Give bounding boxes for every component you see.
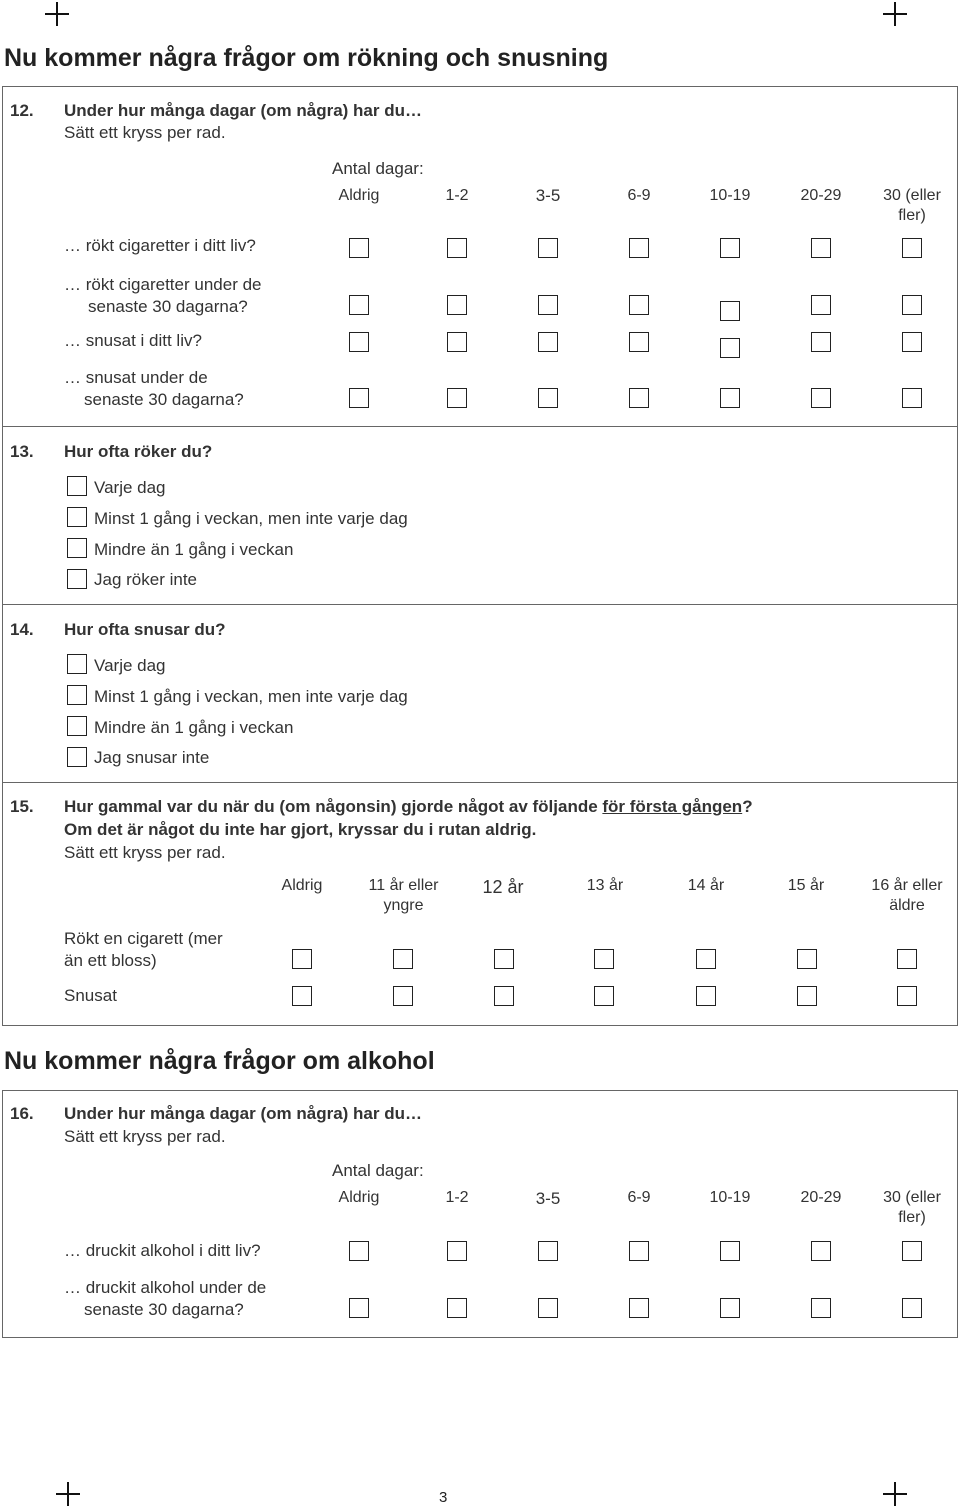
q16-row1-checkbox[interactable] (629, 1241, 649, 1261)
q12-row3-checkbox[interactable] (349, 332, 369, 352)
q12-col-header: 30 (eller fler) (883, 187, 941, 224)
q15-row1-checkbox[interactable] (594, 949, 614, 969)
q15-row1-checkbox[interactable] (393, 949, 413, 969)
q16-col-header: 20-29 (800, 1189, 842, 1206)
q14-option-label: Varje dag (94, 656, 166, 675)
q16-group-label: Antal dagar: (332, 1161, 424, 1180)
q14-option-checkbox[interactable] (67, 747, 87, 767)
q13-option-checkbox[interactable] (67, 538, 87, 558)
q15-row1-checkbox[interactable] (696, 949, 716, 969)
q16-row1-checkbox[interactable] (538, 1241, 558, 1261)
q16-row1-checkbox[interactable] (720, 1241, 740, 1261)
divider-q13-q14 (2, 604, 958, 605)
q12-row-label: … snusat under de senaste 30 dagarna? (64, 368, 244, 409)
q14-option-label: Jag snusar inte (94, 748, 210, 767)
q12-row1-checkbox[interactable] (902, 238, 922, 258)
divider-q14-q15 (2, 782, 958, 783)
q12-row1-checkbox[interactable] (629, 238, 649, 258)
q16-row2-checkbox[interactable] (349, 1298, 369, 1318)
q16-row2-checkbox[interactable] (902, 1298, 922, 1318)
q12-col-header: 20-29 (800, 187, 842, 204)
q12-row1-checkbox[interactable] (811, 238, 831, 258)
q12-row1-checkbox[interactable] (538, 238, 558, 258)
q16-row-label: … druckit alkohol under de senaste 30 dagarna? (64, 1278, 267, 1319)
section-title-alcohol: Nu kommer några frågor om alkohol (4, 1047, 435, 1075)
q15-row1-checkbox[interactable] (897, 949, 917, 969)
q15-row2-checkbox[interactable] (696, 986, 716, 1006)
q13-option-label: Jag röker inte (94, 570, 197, 589)
q15-row2-checkbox[interactable] (897, 986, 917, 1006)
q12-row4-checkbox[interactable] (902, 388, 922, 408)
registration-mark-top-left (45, 2, 69, 26)
q16-row1-checkbox[interactable] (811, 1241, 831, 1261)
q12-row1-checkbox[interactable] (720, 238, 740, 258)
q15-col-header: 15 år (787, 877, 825, 894)
q12-row3-checkbox[interactable] (629, 332, 649, 352)
q16-col-header: 3-5 (535, 1189, 561, 1208)
q16-col-header: 1-2 (445, 1189, 469, 1206)
question-15-text (64, 797, 753, 817)
q15-row-label: Rökt en cigarett (mer än ett bloss) (64, 929, 223, 970)
q16-col-header: Aldrig (338, 1189, 380, 1206)
q13-option-label: Mindre än 1 gång i veckan (94, 540, 294, 559)
q14-option-checkbox[interactable] (67, 685, 87, 705)
question-14-text: Hur ofta snusar du? (64, 620, 226, 639)
q12-row4-checkbox[interactable] (538, 388, 558, 408)
q13-option-label: Minst 1 gång i veckan, men inte varje dag (94, 509, 408, 528)
q14-option-checkbox[interactable] (67, 654, 87, 674)
q16-row1-checkbox[interactable] (902, 1241, 922, 1261)
question-15-text-line2: Om det är något du inte har gjort, kryssar du i rutan aldrig. (64, 820, 537, 839)
q12-row4-checkbox[interactable] (720, 388, 740, 408)
q12-group-label: Antal dagar: (332, 159, 424, 178)
question-number-13: 13. (10, 442, 34, 461)
q15-row-label: Snusat (64, 986, 117, 1005)
q12-col-header: 3-5 (535, 186, 561, 205)
registration-mark-bottom-right (883, 1482, 907, 1506)
q12-row4-checkbox[interactable] (811, 388, 831, 408)
question-16-text: Under hur många dagar (om några) har du… (64, 1104, 422, 1123)
question-15-text-part2: ? (742, 797, 753, 816)
q12-row2-checkbox[interactable] (538, 295, 558, 315)
q12-row-label: … rökt cigaretter under de senaste 30 dagarna? (64, 275, 262, 316)
page-number: 3 (439, 1489, 448, 1506)
q16-col-header: 6-9 (627, 1189, 651, 1206)
q15-row1-checkbox[interactable] (292, 949, 312, 969)
divider-q12-q13 (2, 426, 958, 427)
q12-row1-checkbox[interactable] (447, 238, 467, 258)
q15-col-header: 13 år (586, 877, 624, 894)
registration-mark-bottom-left (56, 1482, 80, 1506)
q13-option-checkbox[interactable] (67, 507, 87, 527)
q12-row3-checkbox[interactable] (720, 338, 740, 358)
q12-row2-checkbox[interactable] (349, 295, 369, 315)
q15-col-header: 16 år eller äldre (871, 877, 943, 914)
q12-row2-checkbox[interactable] (447, 295, 467, 315)
question-15-emphasis: för första gången (602, 797, 743, 816)
q15-row1-checkbox[interactable] (494, 949, 514, 969)
question-number-14: 14. (10, 620, 34, 639)
q12-row1-checkbox[interactable] (349, 238, 369, 258)
q15-col-header: 14 år (687, 877, 725, 894)
q16-row-label: … druckit alkohol i ditt liv? (64, 1241, 261, 1260)
q13-option-checkbox[interactable] (67, 476, 87, 496)
q12-col-header: 10-19 (709, 187, 751, 204)
registration-mark-top-right (883, 2, 907, 26)
question-number-16: 16. (10, 1104, 34, 1123)
q12-row3-checkbox[interactable] (811, 332, 831, 352)
q16-col-header: 10-19 (709, 1189, 751, 1206)
q16-row1-checkbox[interactable] (349, 1241, 369, 1261)
q15-row2-checkbox[interactable] (292, 986, 312, 1006)
q15-row1-checkbox[interactable] (797, 949, 817, 969)
q16-row2-checkbox[interactable] (720, 1298, 740, 1318)
q15-col-header: Aldrig (281, 877, 323, 894)
q12-row2-checkbox[interactable] (629, 295, 649, 315)
q12-row-label: … snusat i ditt liv? (64, 331, 202, 350)
question-16-instruction: Sätt ett kryss per rad. (64, 1127, 226, 1146)
q14-option-label: Minst 1 gång i veckan, men inte varje dag (94, 687, 408, 706)
question-15-instruction: Sätt ett kryss per rad. (64, 843, 226, 862)
q15-row2-checkbox[interactable] (393, 986, 413, 1006)
question-15-text-part1: Hur gammal var du när du (om någonsin) gjorde något av följande (64, 797, 603, 816)
q16-row2-checkbox[interactable] (538, 1298, 558, 1318)
q14-option-label: Mindre än 1 gång i veckan (94, 718, 294, 737)
q16-row2-checkbox[interactable] (811, 1298, 831, 1318)
question-number-15: 15. (10, 797, 34, 816)
q12-row4-checkbox[interactable] (447, 388, 467, 408)
q12-row3-checkbox[interactable] (538, 332, 558, 352)
q16-row2-checkbox[interactable] (629, 1298, 649, 1318)
q13-option-checkbox[interactable] (67, 569, 87, 589)
q15-col-header: 11 år eller yngre (368, 877, 439, 914)
q15-row2-checkbox[interactable] (797, 986, 817, 1006)
q15-row2-checkbox[interactable] (594, 986, 614, 1006)
section-title-tobacco: Nu kommer några frågor om rökning och snusning (4, 44, 609, 72)
q12-row-label: … rökt cigaretter i ditt liv? (64, 236, 256, 255)
q16-col-header: 30 (eller fler) (883, 1189, 941, 1226)
question-12-instruction: Sätt ett kryss per rad. (64, 123, 226, 142)
question-13-text: Hur ofta röker du? (64, 442, 213, 461)
q12-row3-checkbox[interactable] (447, 332, 467, 352)
q12-row4-checkbox[interactable] (629, 388, 649, 408)
q12-row2-checkbox[interactable] (811, 295, 831, 315)
q12-col-header: 1-2 (445, 187, 469, 204)
q15-row2-checkbox[interactable] (494, 986, 514, 1006)
q12-col-header: 6-9 (627, 187, 651, 204)
q16-row1-checkbox[interactable] (447, 1241, 467, 1261)
q12-row2-checkbox[interactable] (902, 295, 922, 315)
q14-option-checkbox[interactable] (67, 716, 87, 736)
q15-col-header: 12 år (482, 877, 524, 897)
q12-row2-checkbox[interactable] (720, 301, 740, 321)
q12-col-header: Aldrig (338, 187, 380, 204)
q12-row4-checkbox[interactable] (349, 388, 369, 408)
q16-row2-checkbox[interactable] (447, 1298, 467, 1318)
q13-option-label: Varje dag (94, 478, 166, 497)
question-number-12: 12. (10, 101, 34, 120)
q12-row3-checkbox[interactable] (902, 332, 922, 352)
question-12-text: Under hur många dagar (om några) har du… (64, 101, 422, 120)
